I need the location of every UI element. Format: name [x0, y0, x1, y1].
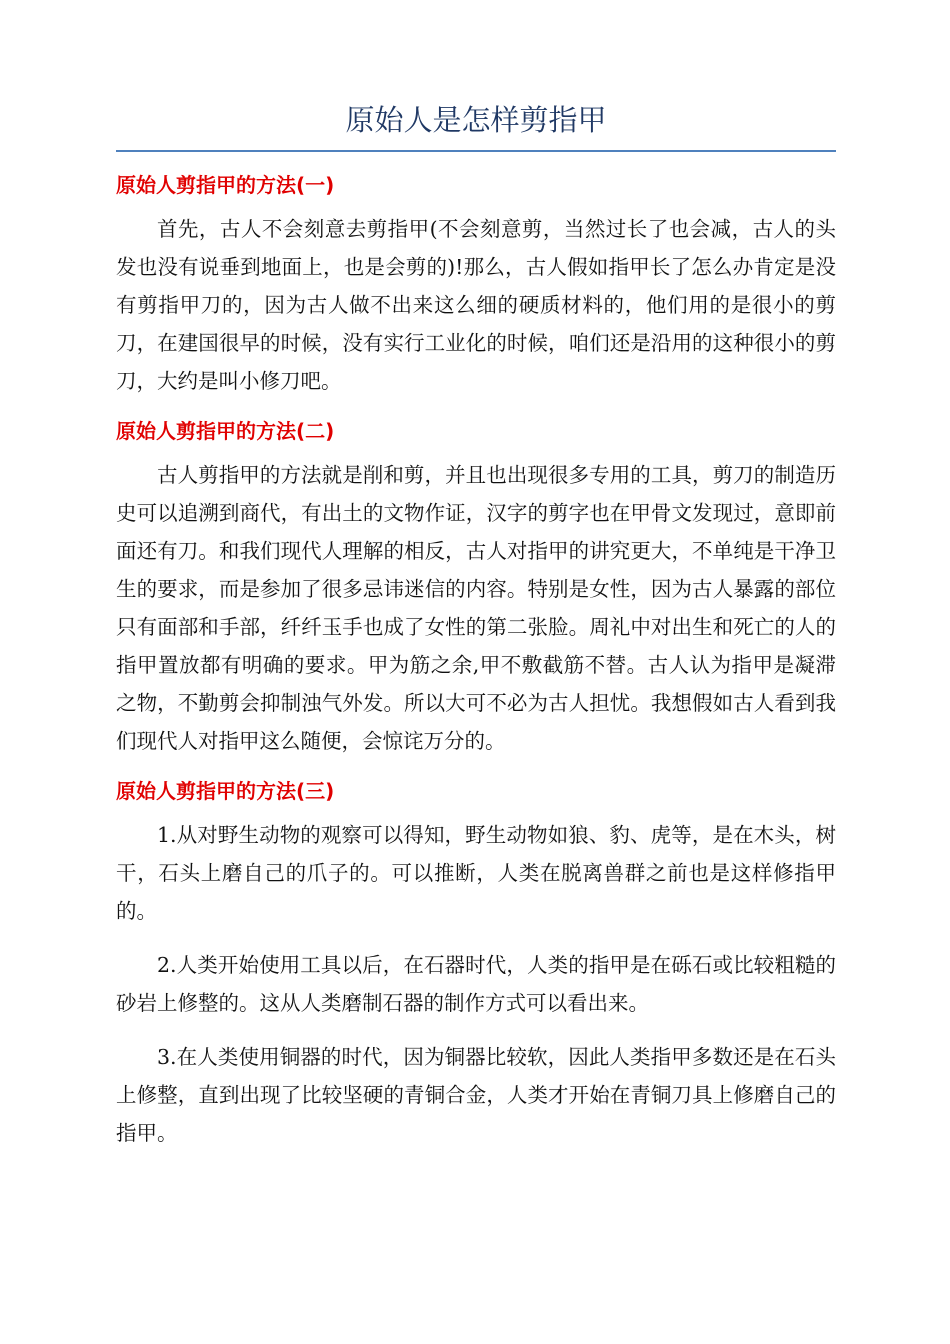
section-heading: 原始人剪指甲的方法(二) [116, 419, 335, 443]
title-underline [116, 150, 836, 152]
document-title: 原始人是怎样剪指甲 [345, 103, 607, 137]
paragraph: 2.人类开始使用工具以后，在石器时代，人类的指甲是在砾石或比较粗糙的砂岩上修整的。这从人类磨制石器的制作方式可以看出来。 [116, 953, 836, 1015]
section-heading: 原始人剪指甲的方法(一) [116, 173, 335, 197]
paragraph: 3.在人类使用铜器的时代，因为铜器比较软，因此人类指甲多数还是在石头上修整，直到出现了比较坚硬的青铜合金，人类才开始在青铜刀具上修磨自己的指甲。 [116, 1045, 836, 1145]
section-method-3 [116, 776, 836, 1152]
paragraph: 1.从对野生动物的观察可以得知，野生动物如狼、豹、虎等，是在木头，树干，石头上磨自己的爪子的。可以推断，人类在脱离兽群之前也是这样修指甲的。 [116, 823, 836, 923]
paragraph: 首先，古人不会刻意去剪指甲(不会刻意剪，当然过长了也会减，古人的头发也没有说垂到地面上，也是会剪的)!那么，古人假如指甲长了怎么办肯定是没有剪指甲刀的，因为古人做不出来这么细的硬质材料的，他们用的是很小的剪刀，在建国很早的时候，没有实行工业化的时候，咱们还是沿用的这种很小的剪刀，大约是叫小修刀吧。 [116, 217, 836, 393]
document-page [116, 100, 836, 1168]
section-method-1 [116, 170, 836, 400]
section-heading: 原始人剪指甲的方法(三) [116, 779, 335, 803]
paragraph: 古人剪指甲的方法就是削和剪，并且也出现很多专用的工具，剪刀的制造历史可以追溯到商代，有出土的文物作证，汉字的剪字也在甲骨文发现过，意即前面还有刀。和我们现代人理解的相反，古人对指甲的讲究更大，不单纯是干净卫生的要求，而是参加了很多忌讳迷信的内容。特别是女性，因为古人暴露的部位只有面部和手部，纤纤玉手也成了女性的第二张脸。周礼中对出生和死亡的人的指甲置放都有明确的要求。甲为筋之余,甲不敷截筋不替。古人认为指甲是凝滞之物，不勤剪会抑制浊气外发。所以大可不必为古人担忧。我想假如古人看到我们现代人对指甲这么随便，会惊诧万分的。 [116, 463, 836, 753]
section-method-2 [116, 416, 836, 760]
